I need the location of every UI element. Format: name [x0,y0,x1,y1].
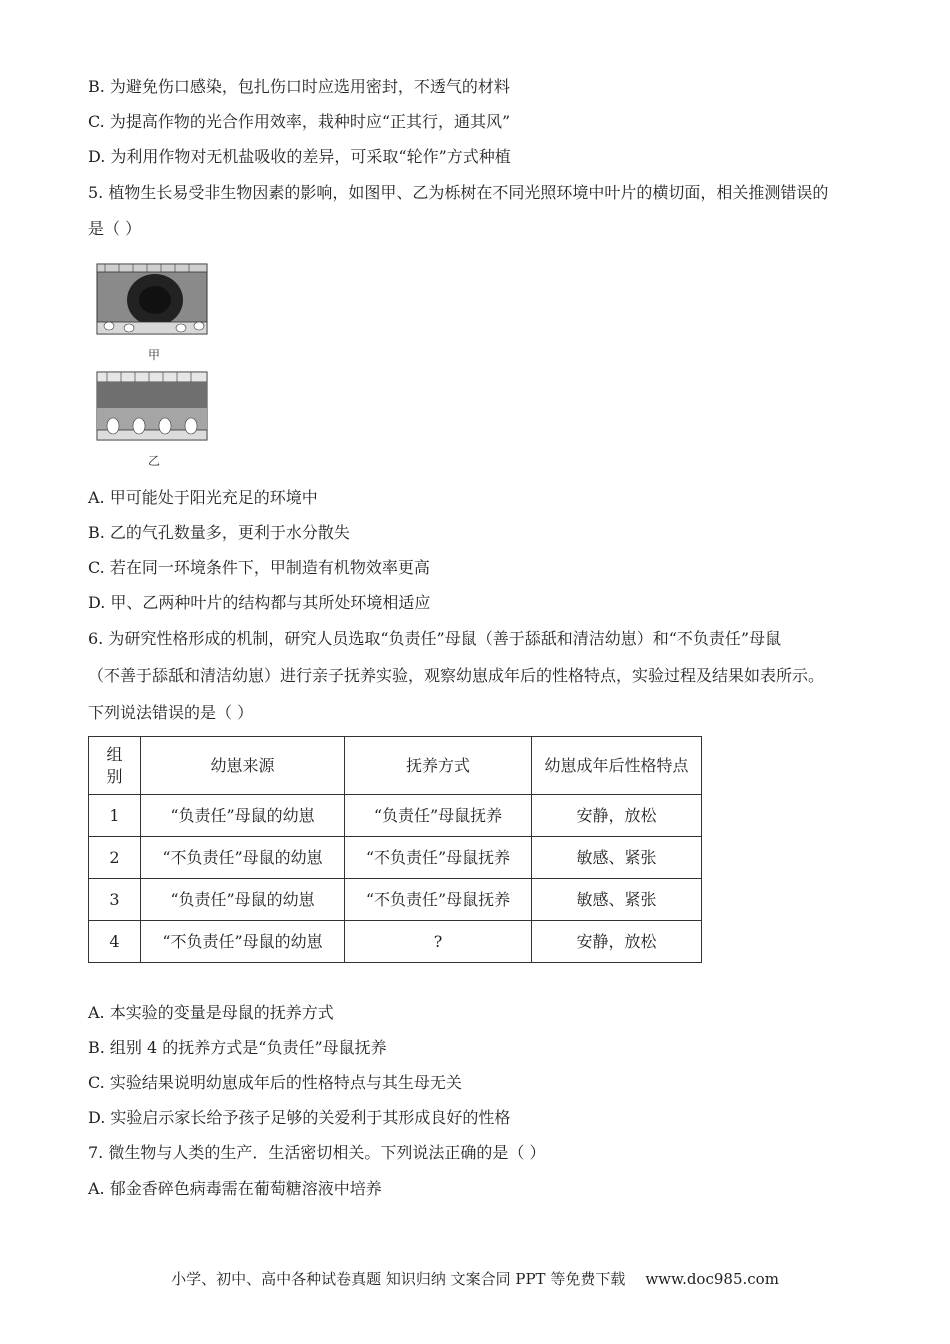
table-cell: 4 [89,921,141,963]
q5-option-d: D. 甲、乙两种叶片的结构都与其所处环境相适应 [88,593,431,612]
table-cell: “不负责任”母鼠抚养 [345,879,532,921]
experiment-table [88,736,702,963]
table-cell: 安静，放松 [532,921,702,963]
q6-option-d: D. 实验启示家长给予孩子足够的关爱利于其形成良好的性格 [88,1108,511,1127]
table-header-cell: 抚养方式 [345,737,532,795]
q5-option-a: A. 甲可能处于阳光充足的环境中 [88,488,318,507]
table-row [89,921,702,963]
q6-option-b: B. 组别 4 的抚养方式是“负责任”母鼠抚养 [88,1038,387,1057]
q6-stem-line-3: 下列说法错误的是（ ） [88,703,254,722]
table-header-cell: 幼崽成年后性格特点 [532,737,702,795]
table-cell: ? [345,921,532,963]
table-cell: 1 [89,795,141,837]
table-cell: 2 [89,837,141,879]
table-header-row [89,737,702,795]
q6-stem-line-1: 6. 为研究性格形成的机制，研究人员选取“负责任”母鼠（善于舔舐和清洁幼崽）和“不负责任”母鼠 [88,629,782,648]
q5-stem-line-1: 5. 植物生长易受非生物因素的影响，如图甲、乙为栎树在不同光照环境中叶片的横切面，相关推测错误的 [88,183,829,202]
q7-option-a: A. 郁金香碎色病毒需在葡萄糖溶液中培养 [88,1179,382,1198]
q6-stem-line-2: （不善于舔舐和清洁幼崽）进行亲子抚养实验，观察幼崽成年后的性格特点，实验过程及结果如表所示。 [88,666,825,685]
header-group-line-1: 组 [106,744,123,764]
q4-option-d: D. 为利用作物对无机盐吸收的差异，可采取“轮作”方式种植 [88,147,511,166]
table-cell: 敏感、紧张 [532,879,702,921]
table-row [89,837,702,879]
table-row [89,795,702,837]
table-cell: “不负责任”母鼠的幼崽 [141,921,345,963]
q6-option-c: C. 实验结果说明幼崽成年后的性格特点与其生母无关 [88,1073,462,1092]
leaf-b-section [97,372,207,440]
q5-option-b: B. 乙的气孔数量多，更利于水分散失 [88,523,350,542]
leaf-cross-section-figure [95,258,215,468]
q4-option-b: B. 为避免伤口感染，包扎伤口时应选用密封，不透气的材料 [88,77,510,96]
page-footer [0,1268,950,1289]
table-header-cell [89,737,141,795]
q4-option-c: C. 为提高作物的光合作用效率，栽种时应“正其行，通其风” [88,112,511,131]
footer-url[interactable]: www.doc985.com [645,1270,779,1288]
table-cell: “负责任”母鼠的幼崽 [141,795,345,837]
q7-stem: 7. 微生物与人类的生产．生活密切相关。下列说法正确的是（ ） [88,1143,546,1162]
q5-option-c: C. 若在同一环境条件下，甲制造有机物效率更高 [88,558,430,577]
q6-option-a: A. 本实验的变量是母鼠的抚养方式 [88,1003,334,1022]
leaf-a-section [97,264,207,334]
figure-label-b: 乙 [148,454,161,468]
table-row [89,879,702,921]
table-cell: 安静，放松 [532,795,702,837]
table-cell: “负责任”母鼠抚养 [345,795,532,837]
table-cell: “不负责任”母鼠的幼崽 [141,837,345,879]
table-cell: 3 [89,879,141,921]
table-header-cell: 幼崽来源 [141,737,345,795]
q5-stem-line-2: 是（ ） [88,219,142,238]
footer-text: 小学、初中、高中各种试卷真题 知识归纳 文案合同 PPT 等免费下载 [171,1270,626,1288]
table-cell: 敏感、紧张 [532,837,702,879]
table-cell: “负责任”母鼠的幼崽 [141,879,345,921]
table-cell: “不负责任”母鼠抚养 [345,837,532,879]
figure-label-a: 甲 [148,348,161,362]
header-group-line-2: 别 [106,766,123,786]
